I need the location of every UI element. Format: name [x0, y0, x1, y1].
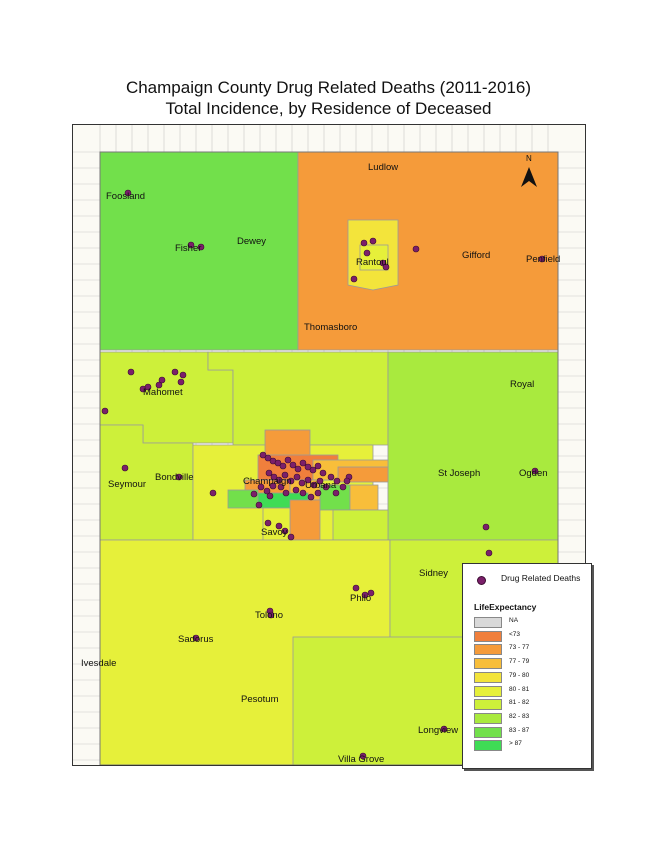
- town-label-philo: Philo: [350, 593, 372, 604]
- legend-swatch: [474, 672, 502, 683]
- death-point: [283, 490, 289, 496]
- tract-south-bottom: [293, 637, 468, 765]
- tract-urban-11: [290, 500, 320, 545]
- town-label-fisher: Fisher: [175, 243, 202, 254]
- death-point: [178, 379, 184, 385]
- town-label-savoy: Savoy: [261, 527, 288, 538]
- town-label-sidney: Sidney: [419, 568, 449, 579]
- legend-swatch: [474, 727, 502, 738]
- legend-class-label: <73: [509, 630, 521, 638]
- town-label-sadorus: Sadorus: [178, 634, 214, 645]
- death-point: [300, 460, 306, 466]
- legend-class-label: 77 - 79: [509, 658, 530, 666]
- death-point: [251, 491, 257, 497]
- death-point: [320, 470, 326, 476]
- death-point: [265, 520, 271, 526]
- town-label-gifford: Gifford: [462, 250, 491, 261]
- legend-class-label: 79 - 80: [509, 671, 530, 679]
- town-label-dewey: Dewey: [237, 236, 267, 247]
- death-point: [256, 502, 262, 508]
- legend-class-label: > 87: [509, 740, 522, 748]
- death-point: [310, 467, 316, 473]
- legend-class-label: 73 - 77: [509, 644, 530, 652]
- town-label-longview: Longview: [418, 725, 459, 736]
- death-point: [172, 369, 178, 375]
- legend-swatch: [474, 631, 502, 642]
- death-point: [295, 466, 301, 472]
- town-label-tolono: Tolono: [255, 610, 283, 621]
- north-arrow-label: N: [526, 154, 532, 163]
- map-subtitle: Total Incidence, by Residence of Deceased: [165, 99, 492, 118]
- legend-swatch: [474, 658, 502, 669]
- death-point: [351, 276, 357, 282]
- town-label-champaign: Champaign: [243, 476, 292, 487]
- town-label-ogden: Ogden: [519, 468, 548, 479]
- legend-swatch: [474, 699, 502, 710]
- town-label-seymour: Seymour: [108, 479, 147, 490]
- legend-class-label: 81 - 82: [509, 699, 530, 707]
- death-point: [128, 369, 134, 375]
- death-point: [483, 524, 489, 530]
- tract-northeast: [298, 152, 561, 350]
- death-point: [344, 478, 350, 484]
- legend-swatch: [474, 617, 502, 628]
- death-point: [361, 240, 367, 246]
- town-label-ivesdale: Ivesdale: [81, 658, 117, 669]
- town-label-urbana: Urbana: [305, 480, 337, 491]
- town-label-penfield: Penfield: [526, 254, 561, 265]
- legend-points-label: Drug Related Deaths: [501, 573, 581, 583]
- town-label-rantoul: Rantoul: [356, 257, 389, 268]
- death-point: [180, 372, 186, 378]
- map-title: Champaign County Drug Related Deaths (2011-2016): [125, 78, 532, 97]
- town-label-foosland: Foosland: [106, 191, 146, 202]
- town-label-mahomet: Mahomet: [143, 387, 183, 398]
- death-point: [293, 487, 299, 493]
- death-point: [280, 463, 286, 469]
- legend-swatch: [474, 686, 502, 697]
- death-point: [102, 408, 108, 414]
- death-point: [285, 457, 291, 463]
- death-point: [210, 490, 216, 496]
- death-point: [288, 534, 294, 540]
- legend-swatch: [474, 713, 502, 724]
- legend-swatch: [474, 740, 502, 751]
- death-point: [370, 238, 376, 244]
- death-point: [159, 377, 165, 383]
- death-point: [315, 463, 321, 469]
- death-point: [353, 585, 359, 591]
- town-label-villa-grove: Villa Grove: [338, 754, 385, 765]
- death-point: [294, 474, 300, 480]
- town-label-pesotum: Pesotum: [241, 694, 279, 705]
- tract-urban-10: [350, 485, 378, 510]
- death-point: [486, 550, 492, 556]
- death-point: [308, 494, 314, 500]
- town-label-royal: Royal: [510, 379, 535, 390]
- town-label-st-joseph: St Joseph: [438, 468, 481, 479]
- town-label-ludlow: Ludlow: [368, 162, 399, 173]
- death-point: [340, 484, 346, 490]
- death-point: [290, 462, 296, 468]
- legend-class-label: 82 - 83: [509, 712, 530, 720]
- legend-class-label: 80 - 81: [509, 685, 530, 693]
- legend-class-label: 83 - 87: [509, 726, 530, 734]
- tract-south-urban: [333, 510, 388, 540]
- town-label-thomasboro: Thomasboro: [304, 322, 358, 333]
- death-point: [122, 465, 128, 471]
- death-point: [364, 250, 370, 256]
- town-label-bondville: Bondville: [155, 472, 194, 483]
- legend-class-label: NA: [509, 617, 519, 624]
- death-point: [413, 246, 419, 252]
- death-point-icon: [477, 576, 486, 585]
- legend-field-title: LifeExpectancy: [474, 602, 537, 612]
- map-legend: [462, 563, 592, 769]
- legend-swatch: [474, 644, 502, 655]
- death-point: [267, 493, 273, 499]
